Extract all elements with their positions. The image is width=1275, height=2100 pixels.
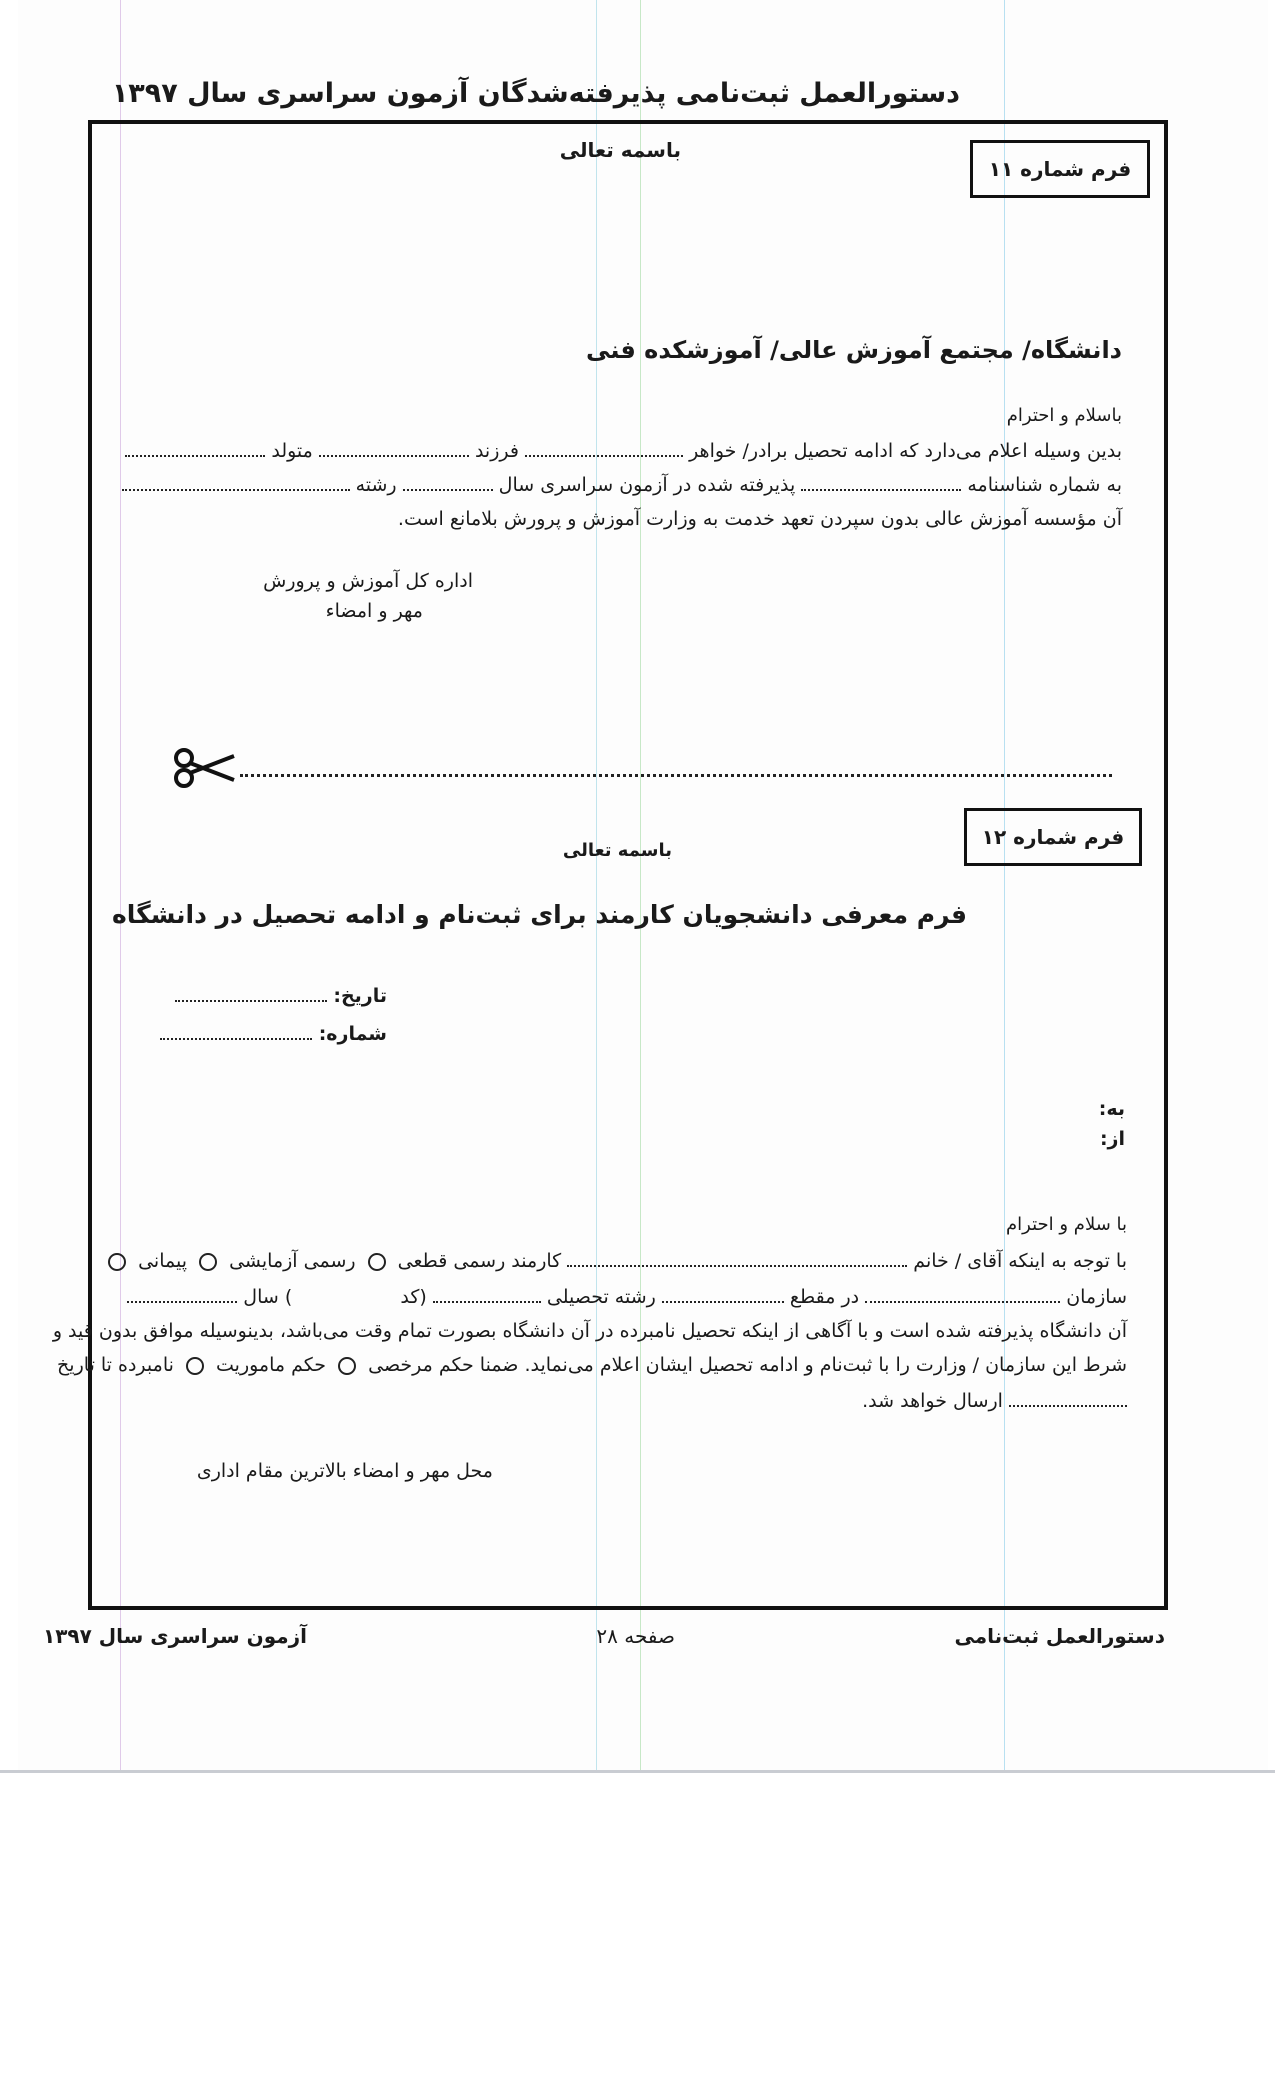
- form11-id-number: به شماره شناسنامه: [967, 474, 1122, 496]
- level-label: در مقطع: [789, 1286, 860, 1308]
- form12-signature: محل مهر و امضاء بالاترین مقام اداری: [196, 1460, 493, 1482]
- form11-label-box: [970, 140, 1150, 198]
- form12-line4: [57, 1354, 1127, 1376]
- number-label: شماره:: [318, 1023, 387, 1045]
- page-title: دستورالعمل ثبت‌نامی پذیرفته‌شدگان آزمون سراسری سال ۱۳۹۷: [111, 78, 960, 109]
- year-blank[interactable]: [127, 1301, 237, 1303]
- fill-in-blank[interactable]: [801, 489, 961, 491]
- until-date-label: نامبرده تا تاریخ: [57, 1354, 174, 1376]
- footer-right: دستورالعمل ثبت‌نامی: [954, 1624, 1165, 1648]
- until-date-blank[interactable]: [1009, 1405, 1127, 1407]
- major-label: رشته تحصیلی: [546, 1286, 656, 1308]
- org-label: سازمان: [1066, 1286, 1127, 1308]
- form11-greeting: باسلام و احترام: [1006, 405, 1122, 426]
- option-contract-radio[interactable]: [108, 1253, 126, 1271]
- code-label: (کد: [400, 1286, 427, 1308]
- option-permanent-label: کارمند رسمی قطعی: [397, 1250, 562, 1272]
- form12-from: از:: [1099, 1128, 1125, 1150]
- option-contract-label: پیمانی: [138, 1250, 187, 1272]
- form12-invocation: باسمه تعالی: [562, 840, 672, 861]
- form12-title: فرم معرفی دانشجویان کارمند برای ثبت‌نام و ادامه تحصیل در دانشگاه: [112, 900, 967, 929]
- fill-in-blank[interactable]: [319, 455, 469, 457]
- mission-order-radio[interactable]: [186, 1357, 204, 1375]
- form12-line2: [127, 1286, 1127, 1308]
- form12-label-box: [964, 808, 1142, 866]
- level-blank[interactable]: [662, 1301, 784, 1303]
- date-label: تاریخ:: [333, 985, 387, 1007]
- cut-line: [240, 774, 1112, 777]
- scissors-icon: [172, 746, 236, 790]
- form12-number: [160, 1023, 387, 1045]
- leave-order-radio[interactable]: [338, 1357, 356, 1375]
- name-blank[interactable]: [567, 1265, 907, 1267]
- option-probation-label: رسمی آزمایشی: [229, 1250, 356, 1272]
- mission-order-label: حکم ماموریت: [216, 1354, 327, 1376]
- form12-line3: آن دانشگاه پذیرفته شده است و با آگاهی از اینکه تحصیل نامبرده در آن دانشگاه بصورت تمام وقت می‌باشد، بدینوسیله موافق بدون قید و: [52, 1320, 1127, 1342]
- number-blank[interactable]: [160, 1038, 312, 1040]
- form11-accepted: پذیرفته شده در آزمون سراسری سال: [498, 474, 796, 496]
- date-blank[interactable]: [175, 1000, 327, 1002]
- form11-invocation: باسمه تعالی: [559, 138, 681, 162]
- fill-in-blank[interactable]: [525, 455, 683, 457]
- form12-date: [175, 985, 387, 1007]
- form11-born: متولد: [271, 440, 313, 462]
- leave-order-label: شرط این سازمان / وزارت را با ثبت‌نام و ادامه تحصیل ایشان اعلام می‌نماید. ضمنا حکم مرخصی: [368, 1354, 1127, 1376]
- form11-signer: اداره کل آموزش و پرورش: [263, 570, 473, 592]
- scan-edge: [0, 1770, 1275, 1773]
- year-label: ) سال: [243, 1286, 293, 1308]
- form11-field: رشته: [355, 474, 397, 496]
- form11-line3: آن مؤسسه آموزش عالی بدون سپردن تعهد خدمت به وزارت آموزش و پرورش بلامانع است.: [397, 508, 1122, 530]
- form12-person: با توجه به اینکه آقای / خانم: [913, 1250, 1127, 1272]
- option-permanent-radio[interactable]: [368, 1253, 386, 1271]
- fill-in-blank[interactable]: [125, 455, 265, 457]
- will-be-sent: ارسال خواهد شد.: [862, 1390, 1003, 1412]
- form11-line1: [125, 440, 1122, 462]
- form12-line5: [862, 1390, 1127, 1412]
- form12-label: فرم شماره ۱۲: [981, 825, 1125, 849]
- form11-label: فرم شماره ۱۱: [988, 157, 1132, 181]
- form11-line1-text: بدین وسیله اعلام می‌دارد که ادامه تحصیل برادر/ خواهر: [689, 440, 1122, 462]
- footer-page-number: صفحه ۲۸: [596, 1624, 675, 1648]
- form11-line2: [122, 474, 1122, 496]
- form11-child-of: فرزند: [474, 440, 519, 462]
- form12-line1: [102, 1250, 1127, 1272]
- org-blank[interactable]: [865, 1301, 1060, 1303]
- option-probation-radio[interactable]: [199, 1253, 217, 1271]
- fill-in-blank[interactable]: [122, 489, 350, 491]
- fill-in-blank[interactable]: [403, 489, 493, 491]
- major-blank[interactable]: [433, 1301, 541, 1303]
- footer-left: آزمون سراسری سال ۱۳۹۷: [42, 1624, 307, 1648]
- form12-to: به:: [1098, 1098, 1125, 1120]
- form11-seal: مهر و امضاء: [325, 600, 423, 622]
- form11-addressee: دانشگاه/ مجتمع آموزش عالی/ آموزشکده فنی: [586, 336, 1122, 364]
- form12-greeting: با سلام و احترام: [1006, 1214, 1127, 1235]
